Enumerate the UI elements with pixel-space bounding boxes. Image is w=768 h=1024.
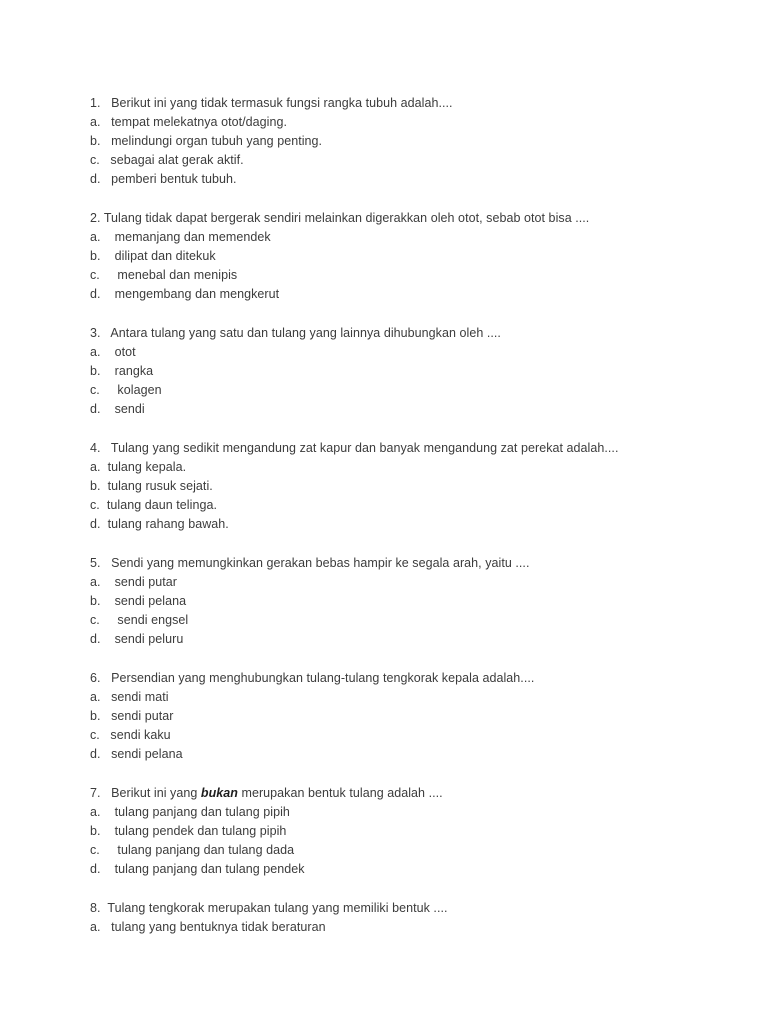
answer-option: d. tulang rahang bawah.: [90, 517, 229, 531]
answer-option: a. memanjang dan memendek: [90, 230, 271, 244]
answer-option: c. tulang panjang dan tulang dada: [90, 843, 295, 857]
question-5: [90, 554, 730, 649]
question-stem-before: 7. Berikut ini yang: [90, 786, 201, 800]
answer-option: d. sendi peluru: [90, 632, 184, 646]
answer-option: a. otot: [90, 345, 136, 359]
answer-option: c. sendi engsel: [90, 613, 189, 627]
answer-option: b. dilipat dan ditekuk: [90, 249, 216, 263]
answer-option: c. sendi kaku: [90, 728, 171, 742]
question-1: [90, 94, 730, 189]
question-stem: 5. Sendi yang memungkinkan gerakan bebas hampir ke segala arah, yaitu ....: [90, 556, 530, 570]
answer-option: d. mengembang dan mengkerut: [90, 287, 280, 301]
emphasized-word: bukan: [200, 786, 238, 800]
answer-option: d. sendi pelana: [90, 747, 183, 761]
answer-option: d. sendi: [90, 402, 145, 416]
question-stem: [90, 784, 730, 803]
answer-option: d. tulang panjang dan tulang pendek: [90, 862, 305, 876]
question-stem: 1. Berikut ini yang tidak termasuk fungsi rangka tubuh adalah....: [90, 96, 453, 110]
question-stem-after: merupakan bentuk tulang adalah ....: [237, 786, 443, 800]
answer-option: c. menebal dan menipis: [90, 268, 238, 282]
question-list: [90, 94, 730, 957]
question-stem: 4. Tulang yang sedikit mengandung zat kapur dan banyak mengandung zat perekat adalah....: [90, 441, 619, 455]
answer-option: b. tulang pendek dan tulang pipih: [90, 824, 287, 838]
answer-option: b. tulang rusuk sejati.: [90, 479, 213, 493]
answer-option: a. tulang kepala.: [90, 460, 187, 474]
question-4: [90, 439, 730, 534]
answer-option: c. kolagen: [90, 383, 162, 397]
question-3: [90, 324, 730, 419]
question-8: [90, 899, 730, 937]
question-stem: 8. Tulang tengkorak merupakan tulang yang memiliki bentuk ....: [90, 901, 448, 915]
question-2: [90, 209, 730, 304]
answer-option: a. tulang panjang dan tulang pipih: [90, 805, 290, 819]
answer-option: a. sendi putar: [90, 575, 178, 589]
answer-option: b. melindungi organ tubuh yang penting.: [90, 134, 323, 148]
answer-option: a. sendi mati: [90, 690, 169, 704]
question-stem: 2. Tulang tidak dapat bergerak sendiri melainkan digerakkan oleh otot, sebab otot bisa ....: [90, 211, 590, 225]
question-stem: 3. Antara tulang yang satu dan tulang yang lainnya dihubungkan oleh ....: [90, 326, 501, 340]
answer-option: a. tempat melekatnya otot/daging.: [90, 115, 288, 129]
question-stem: 6. Persendian yang menghubungkan tulang-tulang tengkorak kepala adalah....: [90, 671, 535, 685]
answer-option: d. pemberi bentuk tubuh.: [90, 172, 237, 186]
answer-option: b. sendi putar: [90, 709, 174, 723]
answer-option: c. sebagai alat gerak aktif.: [90, 153, 244, 167]
answer-option: b. sendi pelana: [90, 594, 187, 608]
question-6: [90, 669, 730, 764]
question-7: [90, 784, 730, 879]
answer-option: c. tulang daun telinga.: [90, 498, 217, 512]
answer-option: a. tulang yang bentuknya tidak beraturan: [90, 920, 326, 934]
answer-option: b. rangka: [90, 364, 154, 378]
